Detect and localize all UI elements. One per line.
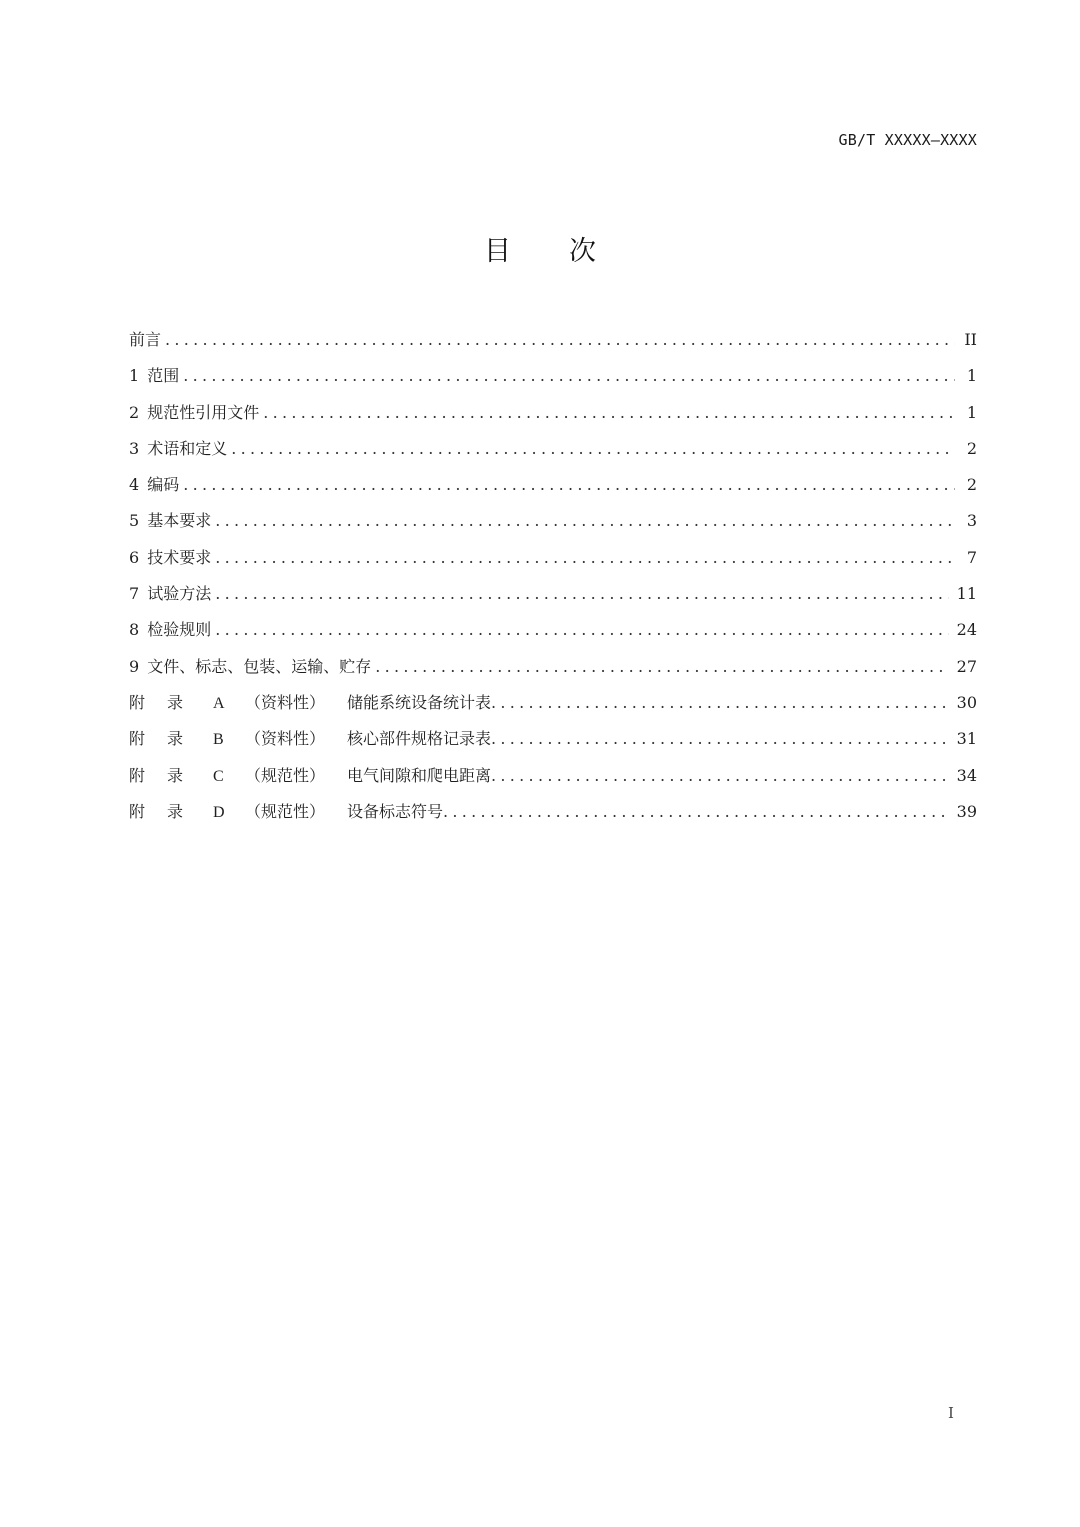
- annex-letter: A: [213, 694, 225, 712]
- annex-prefix: 附: [129, 801, 146, 821]
- annex-letter: B: [213, 731, 224, 749]
- toc-entry-label: 基本要求: [147, 511, 212, 531]
- annex-prefix: 附: [129, 765, 146, 785]
- annex-prefix: 录: [167, 801, 184, 821]
- toc-annex-a[interactable]: [129, 691, 977, 727]
- toc-entry-label: 技术要求: [147, 547, 212, 567]
- toc-entry-scope[interactable]: [129, 364, 977, 400]
- dot-leader: [371, 655, 948, 679]
- toc-page-number: 1: [966, 366, 977, 386]
- annex-title: 电气间隙和爬电距离: [347, 765, 492, 785]
- dot-leader: [161, 328, 955, 352]
- dot-leader: [491, 691, 949, 715]
- toc-page-number: 24: [956, 620, 977, 640]
- toc-entry-label: 范围: [147, 366, 180, 386]
- annex-prefix: 附: [129, 729, 146, 749]
- toc-entry-terms-definitions[interactable]: [129, 437, 977, 473]
- toc-entry-number: 3: [129, 438, 140, 458]
- dot-leader: [443, 800, 949, 824]
- annex-prefix: 录: [167, 729, 184, 749]
- annex-prefix: 录: [167, 765, 184, 785]
- toc-annex-d[interactable]: [129, 800, 977, 836]
- toc-entry-label: 检验规则: [147, 620, 212, 640]
- toc-entry-test-methods[interactable]: [129, 582, 977, 618]
- annex-kind: （资料性）: [245, 692, 326, 712]
- title-char-1: 目: [484, 236, 511, 267]
- toc-entry-number: 5: [129, 511, 140, 531]
- annex-kind: （资料性）: [245, 729, 326, 749]
- toc-page-number: 31: [956, 729, 977, 749]
- dot-leader: [211, 618, 948, 642]
- toc-page-number: 27: [956, 656, 977, 676]
- toc-page-number: 3: [966, 511, 977, 531]
- annex-title: 核心部件规格记录表: [347, 729, 492, 749]
- toc-page-number: II: [964, 330, 977, 349]
- toc-page-number: 1: [966, 402, 977, 422]
- toc-page-number: 34: [956, 765, 977, 785]
- toc-entry-inspection-rules[interactable]: [129, 618, 977, 654]
- page-title: [0, 229, 1080, 268]
- title-char-2: 次: [569, 236, 596, 267]
- toc-page-number: 11: [956, 584, 977, 604]
- dot-leader: [491, 727, 949, 751]
- dot-leader: [211, 546, 955, 570]
- toc-entry-label: 规范性引用文件: [147, 402, 260, 422]
- toc-entry-coding[interactable]: [129, 473, 977, 509]
- toc-entry-marking-packaging[interactable]: [129, 655, 977, 691]
- dot-leader: [211, 582, 948, 606]
- toc-entry-label: 文件、标志、包装、运输、贮存: [147, 656, 372, 676]
- table-of-contents: [129, 328, 977, 836]
- toc-entry-label: 编码: [147, 475, 180, 495]
- toc-entry-number: 8: [129, 620, 140, 640]
- toc-entry-number: 7: [129, 584, 140, 604]
- toc-entry-label: 前言: [129, 330, 162, 349]
- toc-annex-c[interactable]: [129, 764, 977, 800]
- dot-leader: [179, 364, 955, 388]
- dot-leader: [227, 437, 955, 461]
- annex-prefix: 附: [129, 692, 146, 712]
- toc-entry-normative-references[interactable]: [129, 401, 977, 437]
- dot-leader: [491, 764, 949, 788]
- toc-page-number: 2: [966, 438, 977, 458]
- footer-page-number: I: [948, 1404, 954, 1422]
- annex-kind: （规范性）: [245, 765, 326, 785]
- toc-page-number: 39: [956, 801, 977, 821]
- toc-entry-label: 术语和定义: [147, 438, 228, 458]
- toc-entry-label: 试验方法: [147, 584, 212, 604]
- toc-entry-number: 1: [129, 366, 140, 386]
- toc-entry-number: 9: [129, 656, 140, 676]
- toc-page-number: 30: [956, 692, 977, 712]
- dot-leader: [259, 401, 955, 425]
- toc-entry-technical-requirements[interactable]: [129, 546, 977, 582]
- standard-number: GB/T XXXXX—XXXX: [838, 131, 977, 149]
- annex-letter: D: [213, 803, 225, 821]
- dot-leader: [211, 509, 955, 533]
- annex-prefix: 录: [167, 692, 184, 712]
- toc-entry-number: 6: [129, 547, 140, 567]
- toc-page-number: 2: [966, 475, 977, 495]
- toc-entry-basic-requirements[interactable]: [129, 509, 977, 545]
- toc-entry-foreword[interactable]: [129, 328, 977, 364]
- annex-title: 储能系统设备统计表: [347, 692, 492, 712]
- dot-leader: [179, 473, 955, 497]
- annex-kind: （规范性）: [245, 801, 326, 821]
- toc-page-number: 7: [966, 547, 977, 567]
- annex-letter: C: [213, 767, 224, 785]
- annex-title: 设备标志符号: [347, 801, 444, 821]
- toc-entry-number: 4: [129, 475, 140, 495]
- toc-annex-b[interactable]: [129, 727, 977, 763]
- toc-entry-number: 2: [129, 402, 140, 422]
